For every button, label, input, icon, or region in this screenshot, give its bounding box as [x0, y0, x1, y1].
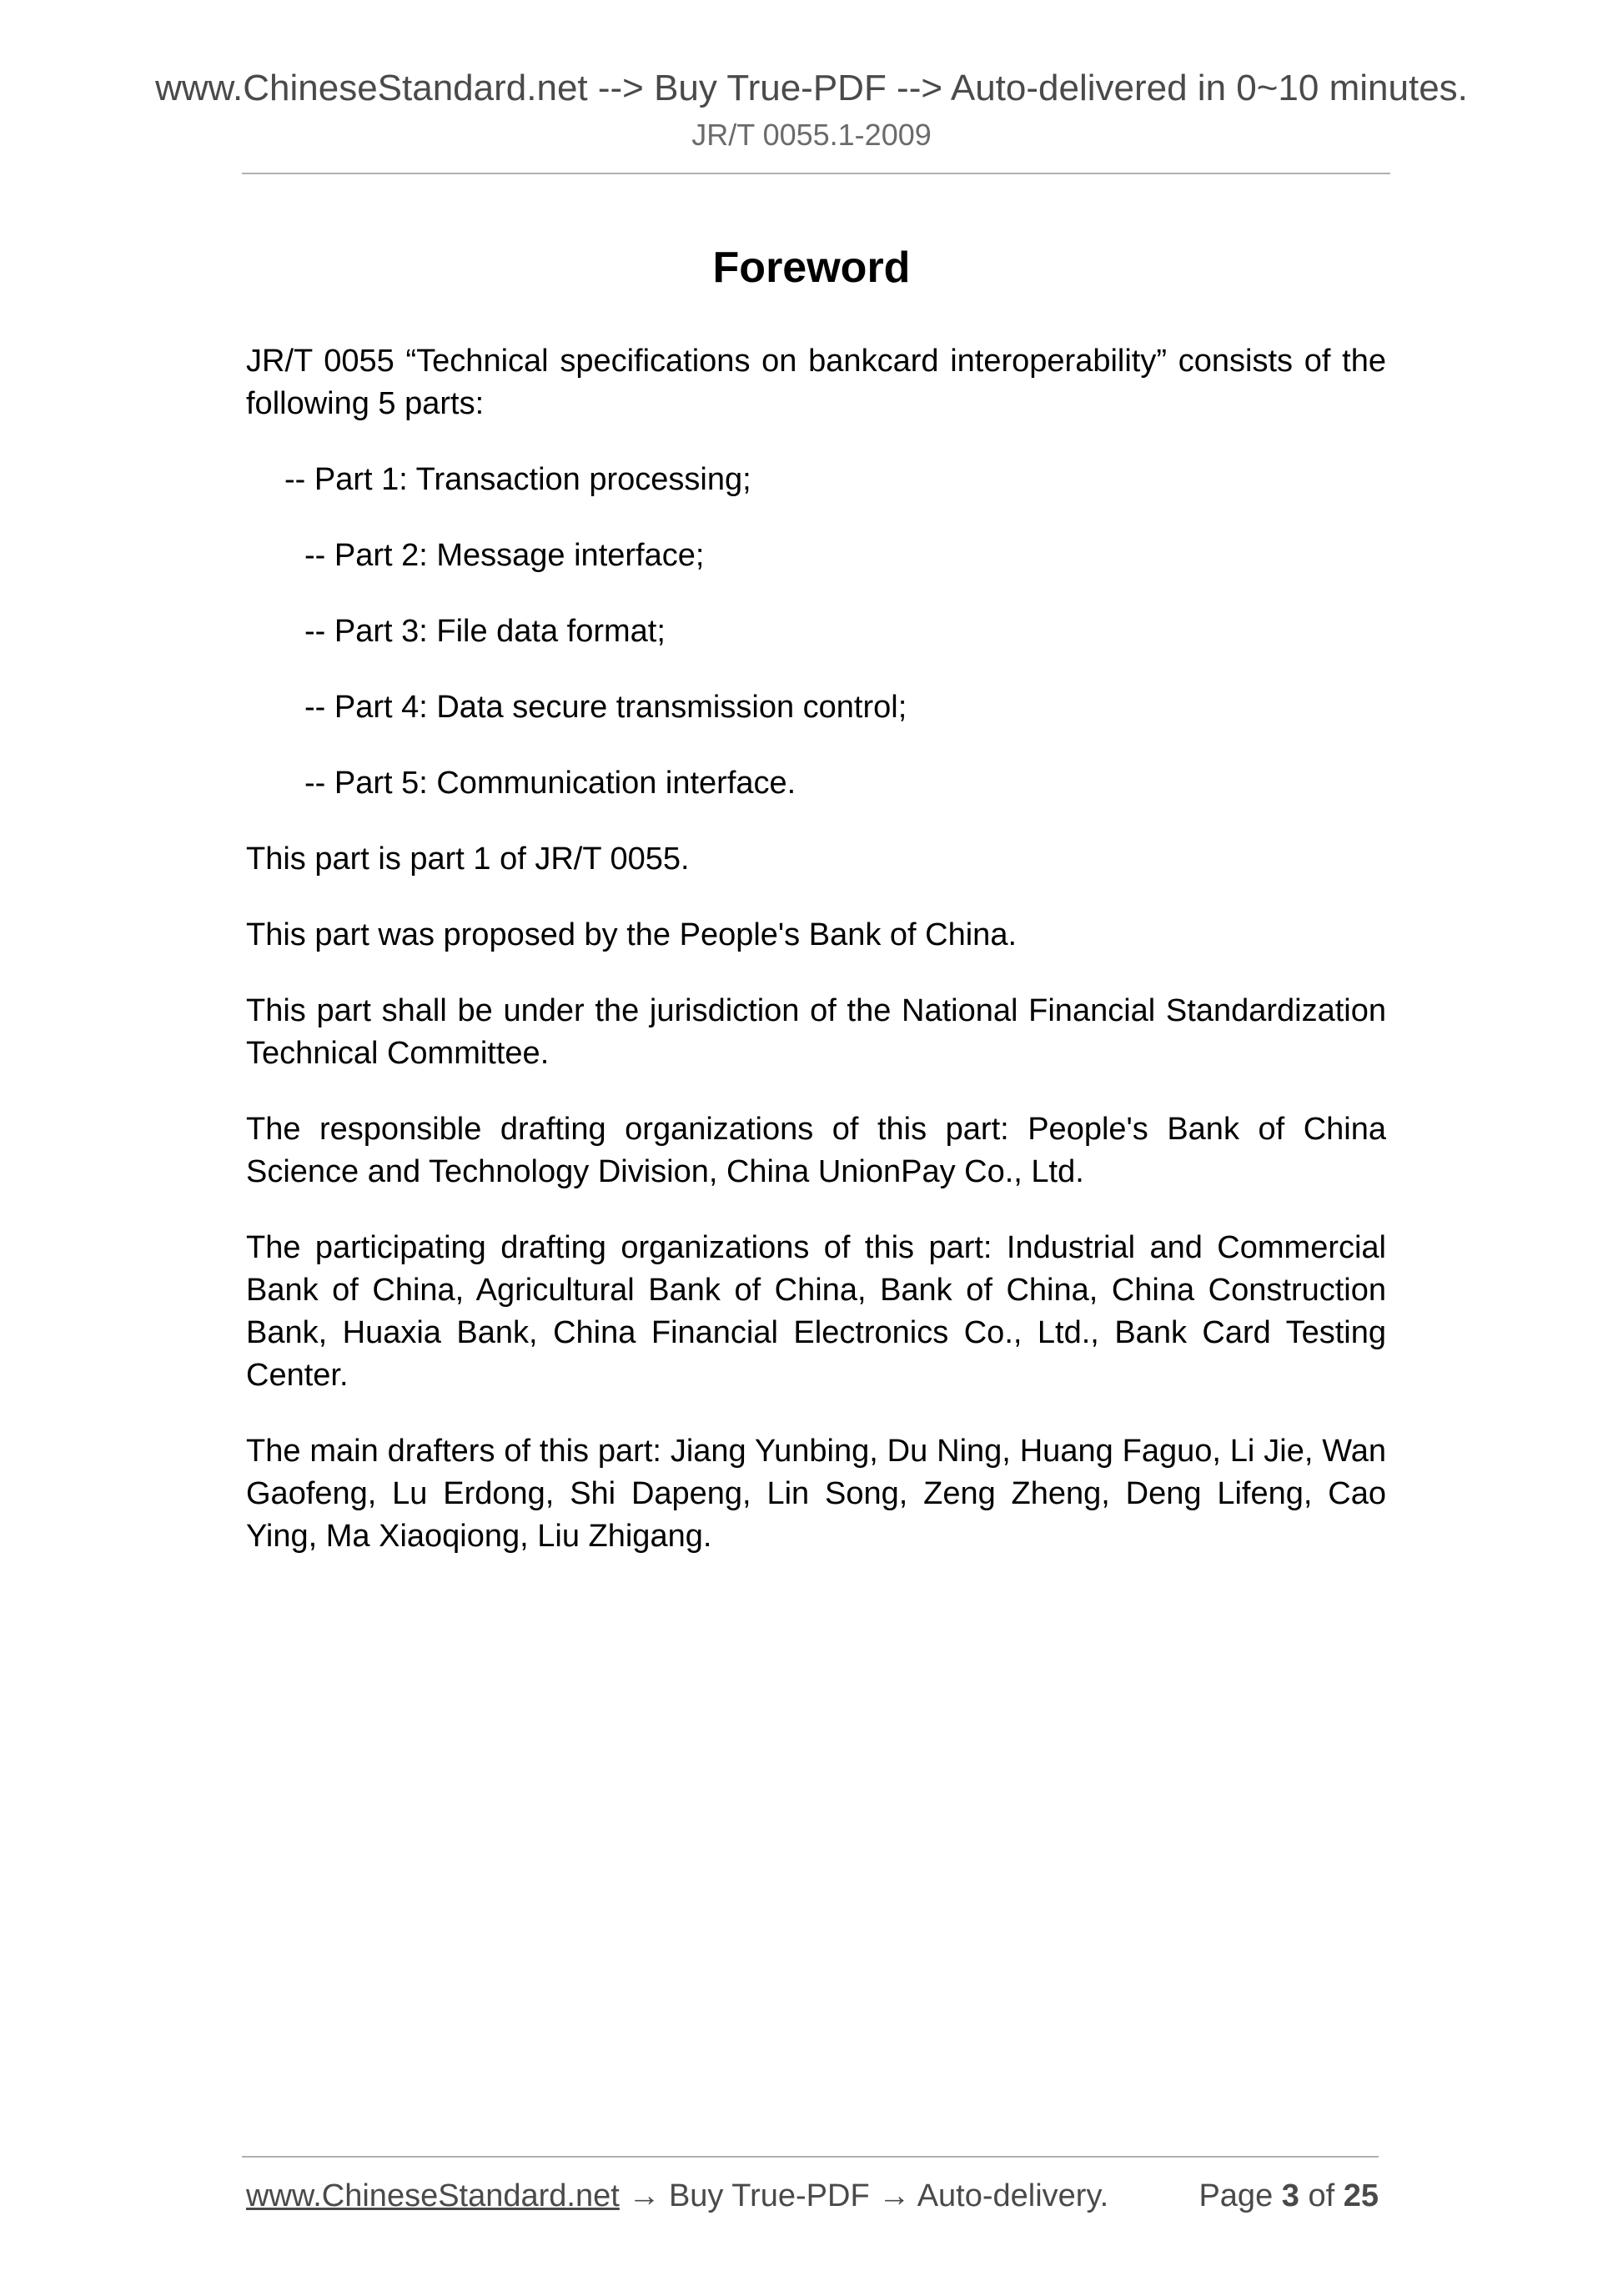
paragraph-jurisdiction: This part shall be under the jurisdiction of the National Financial Standardization Technical Committee. — [246, 993, 1386, 1071]
foreword-body — [246, 340, 1386, 1591]
list-item-part-2: -- Part 2: Message interface; — [304, 538, 705, 573]
footer-tagline: → Buy True-PDF → Auto-delivery. — [619, 2178, 1109, 2213]
page-label: Page — [1198, 2178, 1282, 2213]
paragraph-main-drafters: The main drafters of this part: Jiang Yunbing, Du Ning, Huang Faguo, Li Jie, Wan Gaofeng, Lu Erdong, Shi Dapeng, Lin Song, Zeng Zheng, Deng Lifeng, Cao Ying, Ma Xiaoqiong, Liu Zhigang. — [246, 1434, 1386, 1554]
header-banner: www.ChineseStandard.net --> Buy True-PDF --> Auto-delivered in 0~10 minutes. — [155, 68, 1468, 108]
paragraph-part-of: This part is part 1 of JR/T 0055. — [246, 842, 690, 877]
page-footer — [246, 2175, 1379, 2217]
standard-code: JR/T 0055.1-2009 — [691, 118, 932, 152]
paragraph-participating-orgs: The participating drafting organizations of this part: Industrial and Commercial Bank of China, Agricultural Bank of China, Bank of China, China Construction Bank, Huaxia Bank, China Financial Electronics Co., Ltd., Bank Card Testing Center. — [246, 1230, 1386, 1393]
page-current: 3 — [1281, 2178, 1299, 2213]
page-title: Foreword — [712, 244, 911, 292]
page-of: of — [1299, 2178, 1344, 2213]
page-number — [1198, 2175, 1379, 2217]
paragraph-proposed-by: This part was proposed by the People's Bank of China. — [246, 917, 1018, 952]
footer-website-link[interactable]: www.ChineseStandard.net — [246, 2178, 620, 2213]
list-item-part-4: -- Part 4: Data secure transmission control; — [304, 690, 907, 725]
page-total: 25 — [1343, 2178, 1379, 2213]
list-item-part-3: -- Part 3: File data format; — [304, 614, 666, 649]
list-item-part-5: -- Part 5: Communication interface. — [304, 766, 796, 801]
footer-left — [246, 2175, 1108, 2217]
list-item-part-1: -- Part 1: Transaction processing; — [284, 462, 751, 497]
intro-paragraph: JR/T 0055 “Technical specifications on bankcard interoperability” consists of the following 5 parts: — [246, 344, 1386, 421]
paragraph-responsible-orgs: The responsible drafting organizations of this part: People's Bank of China Science and Technology Division, China UnionPay Co., Ltd. — [246, 1112, 1386, 1189]
header-divider — [242, 173, 1390, 174]
footer-divider — [242, 2156, 1379, 2158]
